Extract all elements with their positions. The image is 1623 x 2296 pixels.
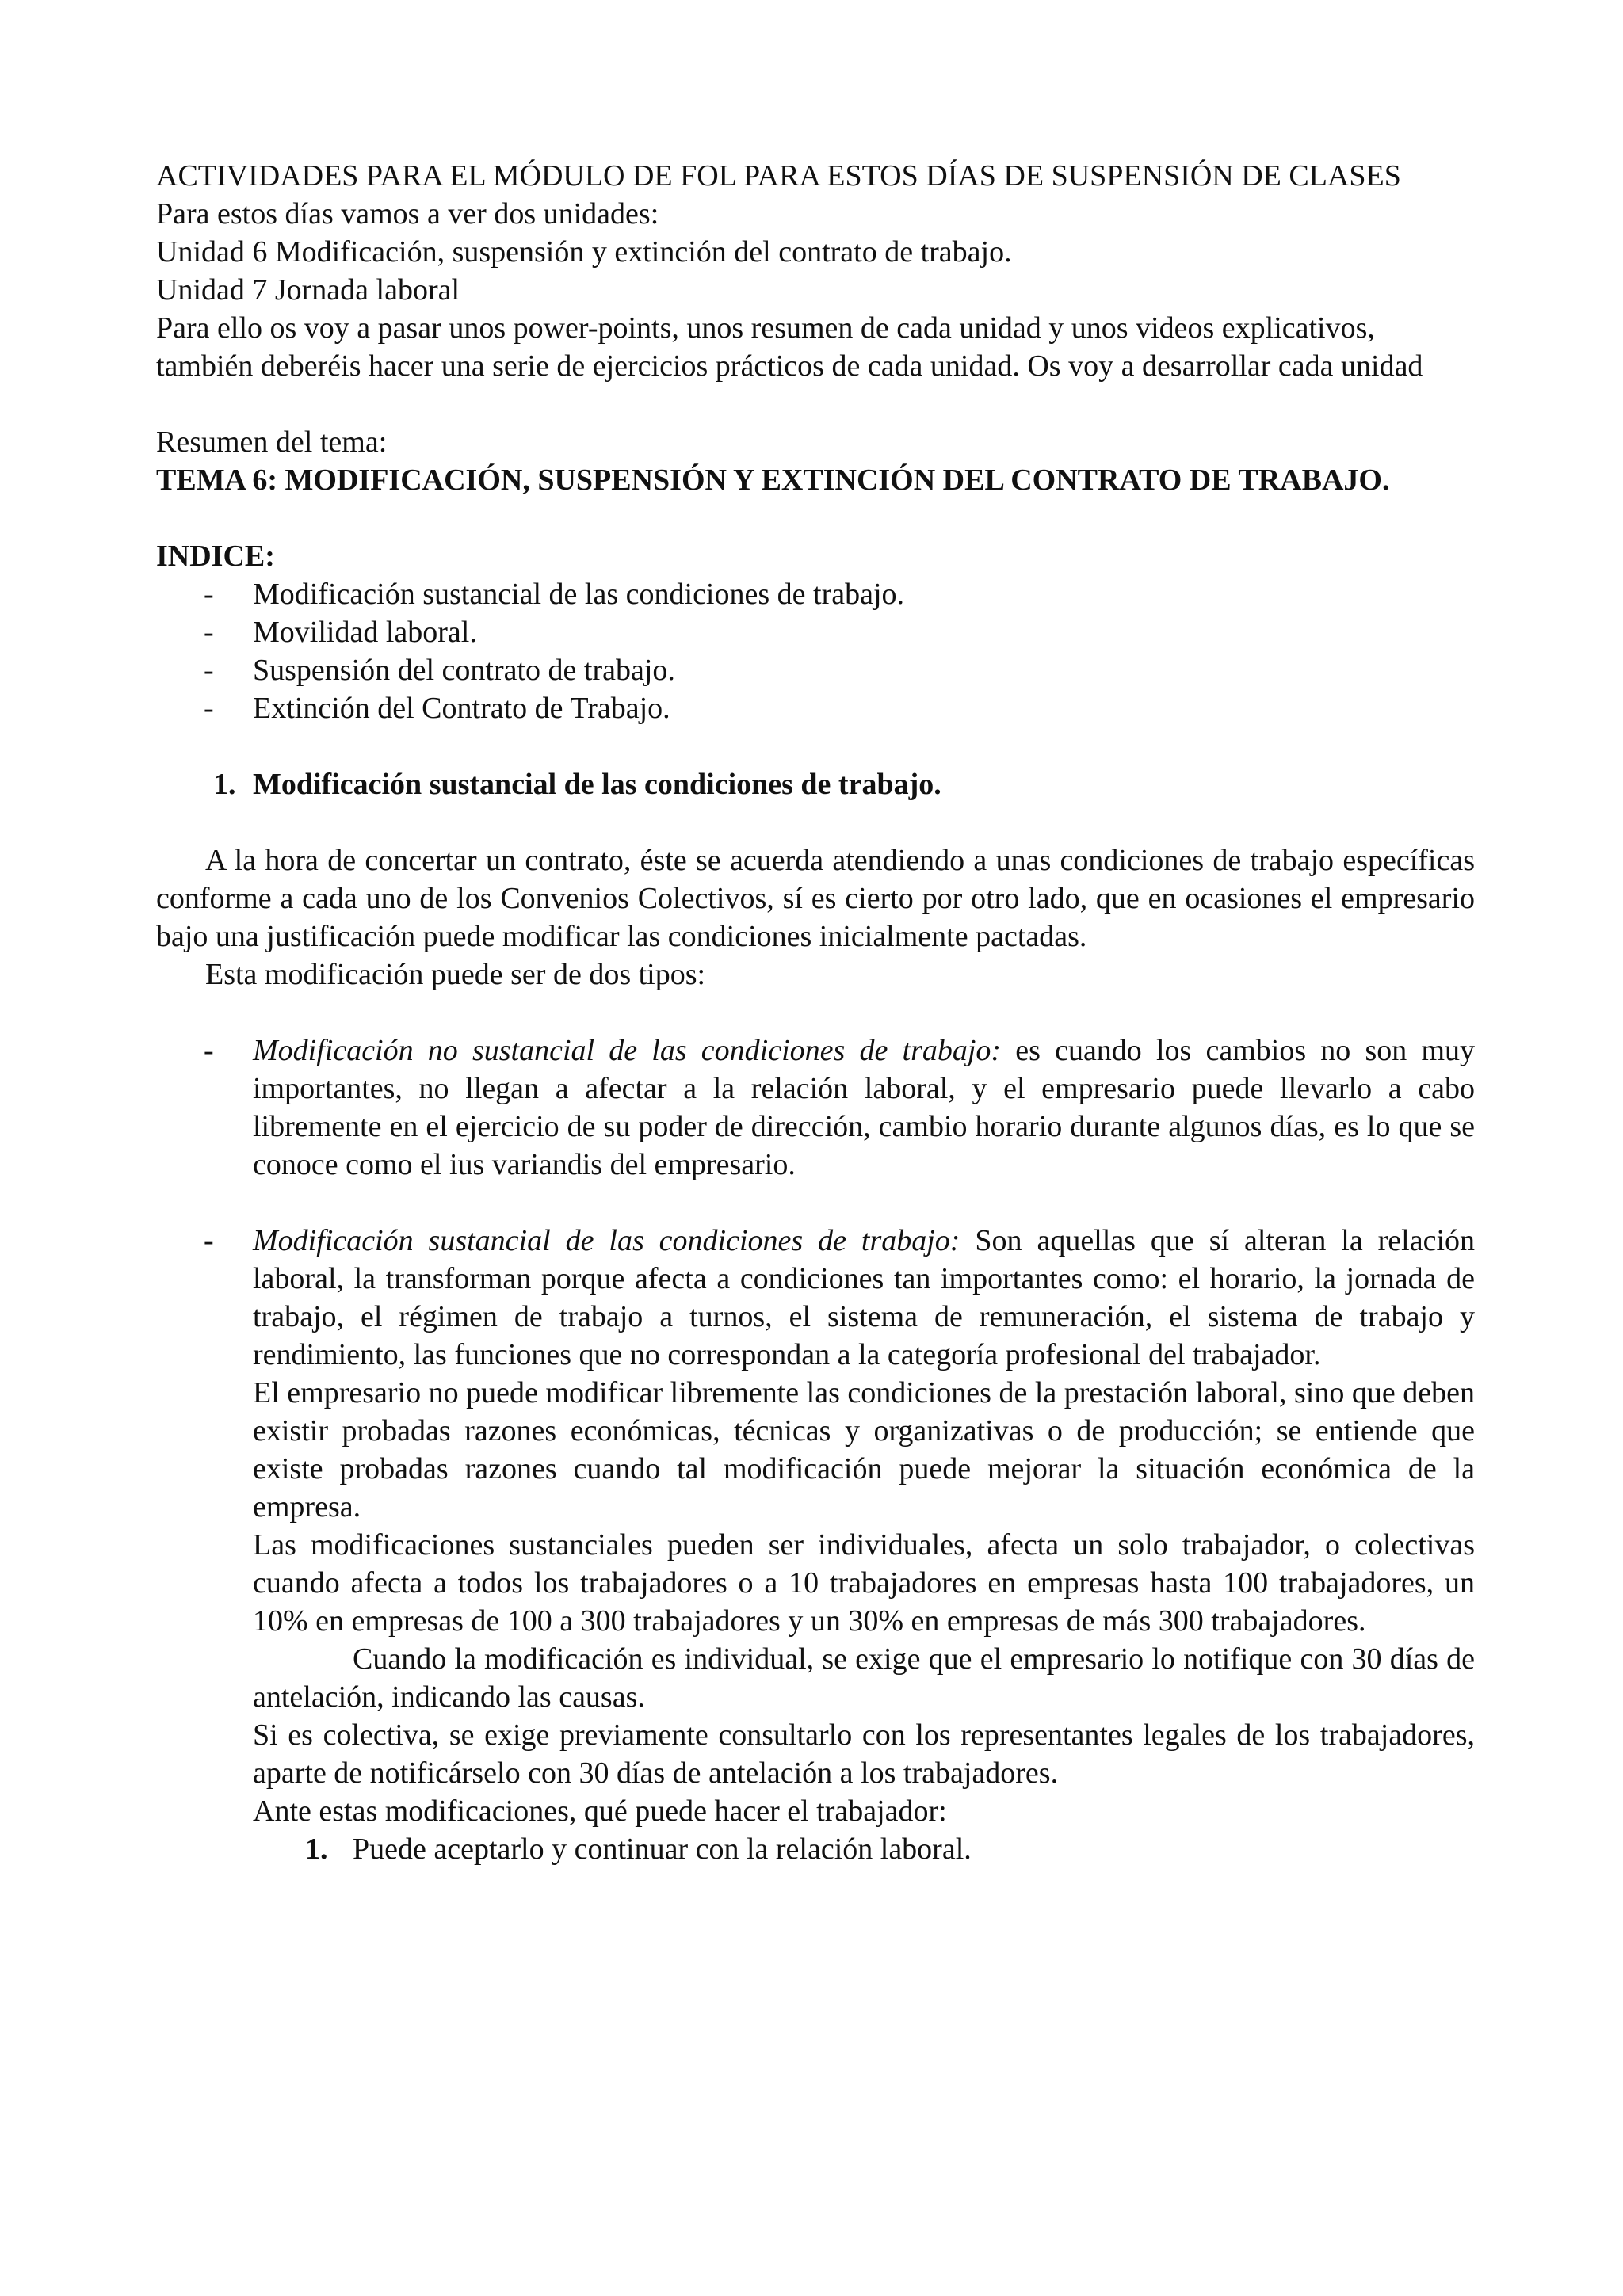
option-1-text: Puede aceptarlo y continuar con la relación laboral. [353, 1833, 972, 1866]
intro-text: Para estos días vamos a ver dos unidades: [156, 197, 659, 231]
index-item [156, 613, 1475, 651]
summary-label: Resumen del tema: [156, 425, 388, 459]
section-1-title: Modificación sustancial de las condiciones de trabajo. [253, 768, 941, 801]
index-item-text: Suspensión del contrato de trabajo. [253, 654, 675, 687]
section-1-paragraph: A la hora de concertar un contrato, éste se acuerda atendiendo a unas condiciones de trabajo específicas conforme a cada uno de los Convenios Colectivos, sí es cierto por otro lado, que en ocasiones el empresario bajo una justificación puede modificar las condiciones inicialmente pactadas. [156, 844, 1475, 953]
plan-paragraph: Para ello os voy a pasar unos power-points, unos resumen de cada unidad y unos videos explicativos, también deberéis hacer una serie de ejercicios prácticos de cada unidad. Os voy a desarrollar cada unidad [156, 311, 1423, 383]
index-item-text: Extinción del Contrato de Trabajo. [253, 692, 670, 725]
section-1-types-intro: Esta modificación puede ser de dos tipos: [205, 958, 706, 991]
type-2-text: Son aquellas que sí alteran la relación laboral, la transforman porque afecta a condiciones tan importantes como: el horario, la jornada de trabajo, el régimen de trabajo a turnos, el sistema de remuneración, el sistema de trabajo y rendimiento, las funciones que no correspondan a la categoría profesional del trabajador. [253, 1224, 1475, 1371]
section-1-heading [156, 765, 1475, 803]
individual-notice: Cuando la modificación es individual, se exige que el empresario lo notifique con 30 días de antelación, indicando las causas. [253, 1642, 1475, 1714]
unit-6-line: Unidad 6 Modificación, suspensión y extinción del contrato de trabajo. [156, 235, 1012, 269]
collective-notice: Si es colectiva, se exige previamente consultarlo con los representantes legales de los trabajadores, aparte de notificárselo con 30 días de antelación a los trabajadores. [253, 1718, 1475, 1790]
option-1-number: 1. [305, 1833, 328, 1866]
index-item [156, 689, 1475, 727]
worker-options-intro: Ante estas modificaciones, qué puede hacer el trabajador: [253, 1794, 947, 1828]
spacer [156, 385, 1475, 423]
type-1-term: Modificación no sustancial de las condiciones de trabajo: [253, 1034, 1002, 1067]
index-item [156, 575, 1475, 613]
spacer [156, 803, 1475, 841]
index-list [156, 575, 1475, 727]
type-substantial [156, 1222, 1475, 1374]
type-non-substantial [156, 1032, 1475, 1184]
unit-7-line: Unidad 7 Jornada laboral [156, 273, 460, 307]
type-1-text: es cuando los cambios no son muy importantes, no llegan a afectar a la relación laboral, y el empresario puede llevarlo a cabo libremente en el ejercicio de su poder de dirección, cambio horario durante algunos días, es lo que se conoce como el ius variandis del empresario. [253, 1034, 1475, 1181]
substantial-details [156, 1374, 1475, 1830]
spacer [156, 994, 1475, 1032]
spacer [156, 727, 1475, 765]
spacer [156, 1184, 1475, 1222]
worker-option-1 [156, 1830, 1475, 1868]
index-item-text: Movilidad laboral. [253, 616, 477, 649]
index-item-text: Modificación sustancial de las condiciones de trabajo. [253, 578, 905, 611]
list-dash: - [204, 578, 214, 611]
list-dash: - [204, 692, 214, 725]
section-1-number: 1. [213, 768, 236, 801]
list-dash: - [204, 654, 214, 687]
index-item [156, 651, 1475, 689]
topic-title: TEMA 6: MODIFICACIÓN, SUSPENSIÓN Y EXTINCIÓN DEL CONTRATO DE TRABAJO. [156, 463, 1390, 497]
list-dash: - [204, 1224, 214, 1257]
document-page [156, 157, 1475, 1868]
substantial-scope: Las modificaciones sustanciales pueden ser individuales, afecta un solo trabajador, o colectivas cuando afecta a todos los trabajadores o a 10 trabajadores en empresas hasta 100 trabajadores, un 10% en empresas de 100 a 300 trabajadores y un 30% en empresas de más 300 trabajadores. [253, 1528, 1475, 1638]
type-2-term: Modificación sustancial de las condiciones de trabajo: [253, 1224, 960, 1257]
spacer [156, 499, 1475, 537]
list-dash: - [204, 616, 214, 649]
index-label: INDICE: [156, 540, 275, 573]
document-title: ACTIVIDADES PARA EL MÓDULO DE FOL PARA ESTOS DÍAS DE SUSPENSIÓN DE CLASES [156, 159, 1401, 193]
list-dash: - [204, 1034, 214, 1067]
substantial-reasons: El empresario no puede modificar libremente las condiciones de la prestación laboral, sino que deben existir probadas razones económicas, técnicas y organizativas o de producción; se entiende que existe probadas razones cuando tal modificación puede mejorar la situación económica de la empresa. [253, 1376, 1475, 1524]
